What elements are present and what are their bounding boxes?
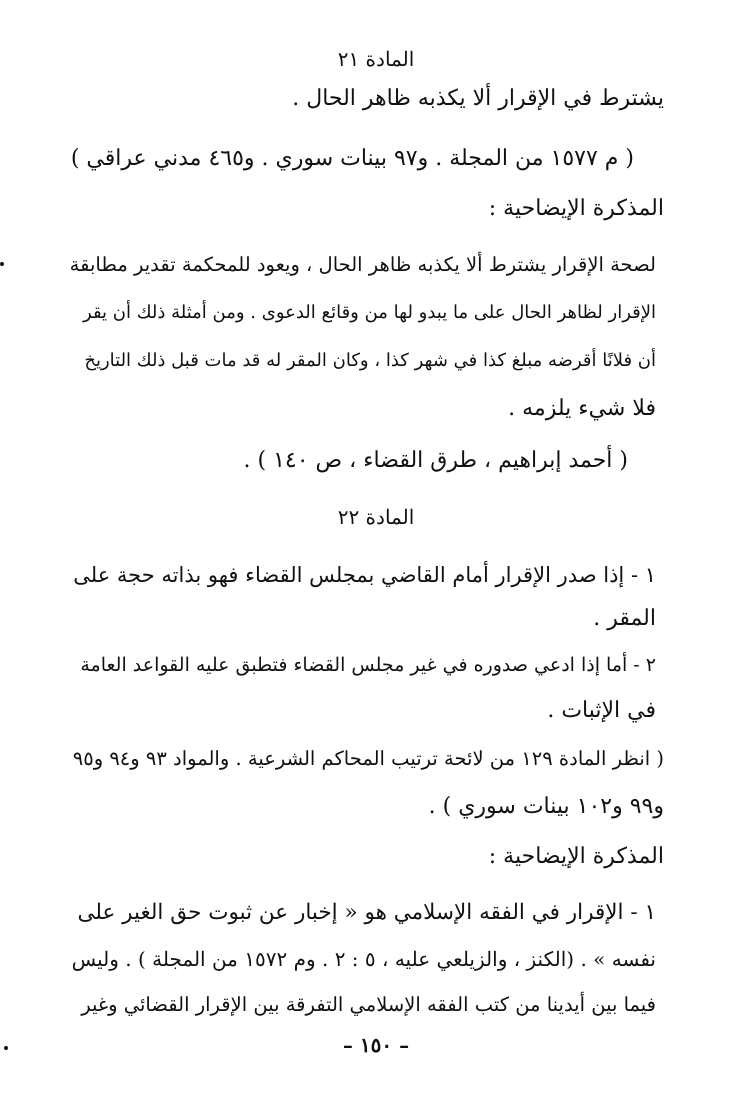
- article-21-heading: المادة ٢١: [337, 47, 415, 71]
- article-22-heading: المادة ٢٢: [337, 505, 415, 529]
- article-22-line: و٩٩ و١٠٢ بينات سوري ) .: [428, 794, 664, 819]
- page-number: – ١٥٠ –: [342, 1033, 410, 1057]
- article-22-line: ٢ - أما إذا ادعي صدوره في غير مجلس القضاء فتطبق عليه القواعد العامة: [80, 654, 656, 676]
- article-22-memo-line: ١ - الإقرار في الفقه الإسلامي هو « إخبار عن ثبوت حق الغير على: [77, 900, 656, 925]
- article-21-source: ( م ١٥٧٧ من المجلة . و٩٧ بينات سوري . و٤٦٥ مدني عراقي ): [70, 146, 634, 171]
- article-21-reference: ( أحمد إبراهيم ، طرق القضاء ، ص ١٤٠ ) .: [243, 448, 628, 473]
- article-22-memo-line: نفسه » . (الكنز ، والزيلعي عليه ، ٥ : ٢ . وم ١٥٧٢ من المجلة ) . وليس: [71, 947, 656, 971]
- article-22-memo-label: المذكرة الإيضاحية :: [488, 844, 664, 869]
- article-22-line: ١ - إذا صدر الإقرار أمام القاضي بمجلس القضاء فهو بذاته حجة على: [73, 563, 656, 587]
- scan-speck: [4, 1046, 8, 1050]
- article-21-memo-line: الإقرار لظاهر الحال على ما يبدو لها من وقائع الدعوى . ومن أمثلة ذلك أن يقر: [83, 302, 656, 323]
- article-22-line: ( انظر المادة ١٢٩ من لائحة ترتيب المحاكم الشرعية . والمواد ٩٣ و٩٤ و٩٥: [72, 747, 664, 770]
- scan-speck: [0, 262, 4, 266]
- article-21-memo-line: أن فلانًا أقرضه مبلغ كذا في شهر كذا ، وكان المقر له قد مات قبل ذلك التاريخ: [84, 350, 656, 371]
- article-21-memo-line: فلا شيء يلزمه .: [508, 396, 656, 421]
- article-22-line: المقر .: [593, 606, 656, 631]
- article-22-line: في الإثبات .: [547, 698, 656, 723]
- article-21-text: يشترط في الإقرار ألا يكذبه ظاهر الحال .: [292, 86, 664, 111]
- article-21-memo-label: المذكرة الإيضاحية :: [488, 196, 664, 221]
- article-22-memo-line: فيما بين أيدينا من كتب الفقه الإسلامي التفرقة بين الإقرار القضائي وغير: [81, 993, 656, 1016]
- article-21-memo-line: لصحة الإقرار يشترط ألا يكذبه ظاهر الحال ، ويعود للمحكمة تقدير مطابقة: [69, 253, 656, 276]
